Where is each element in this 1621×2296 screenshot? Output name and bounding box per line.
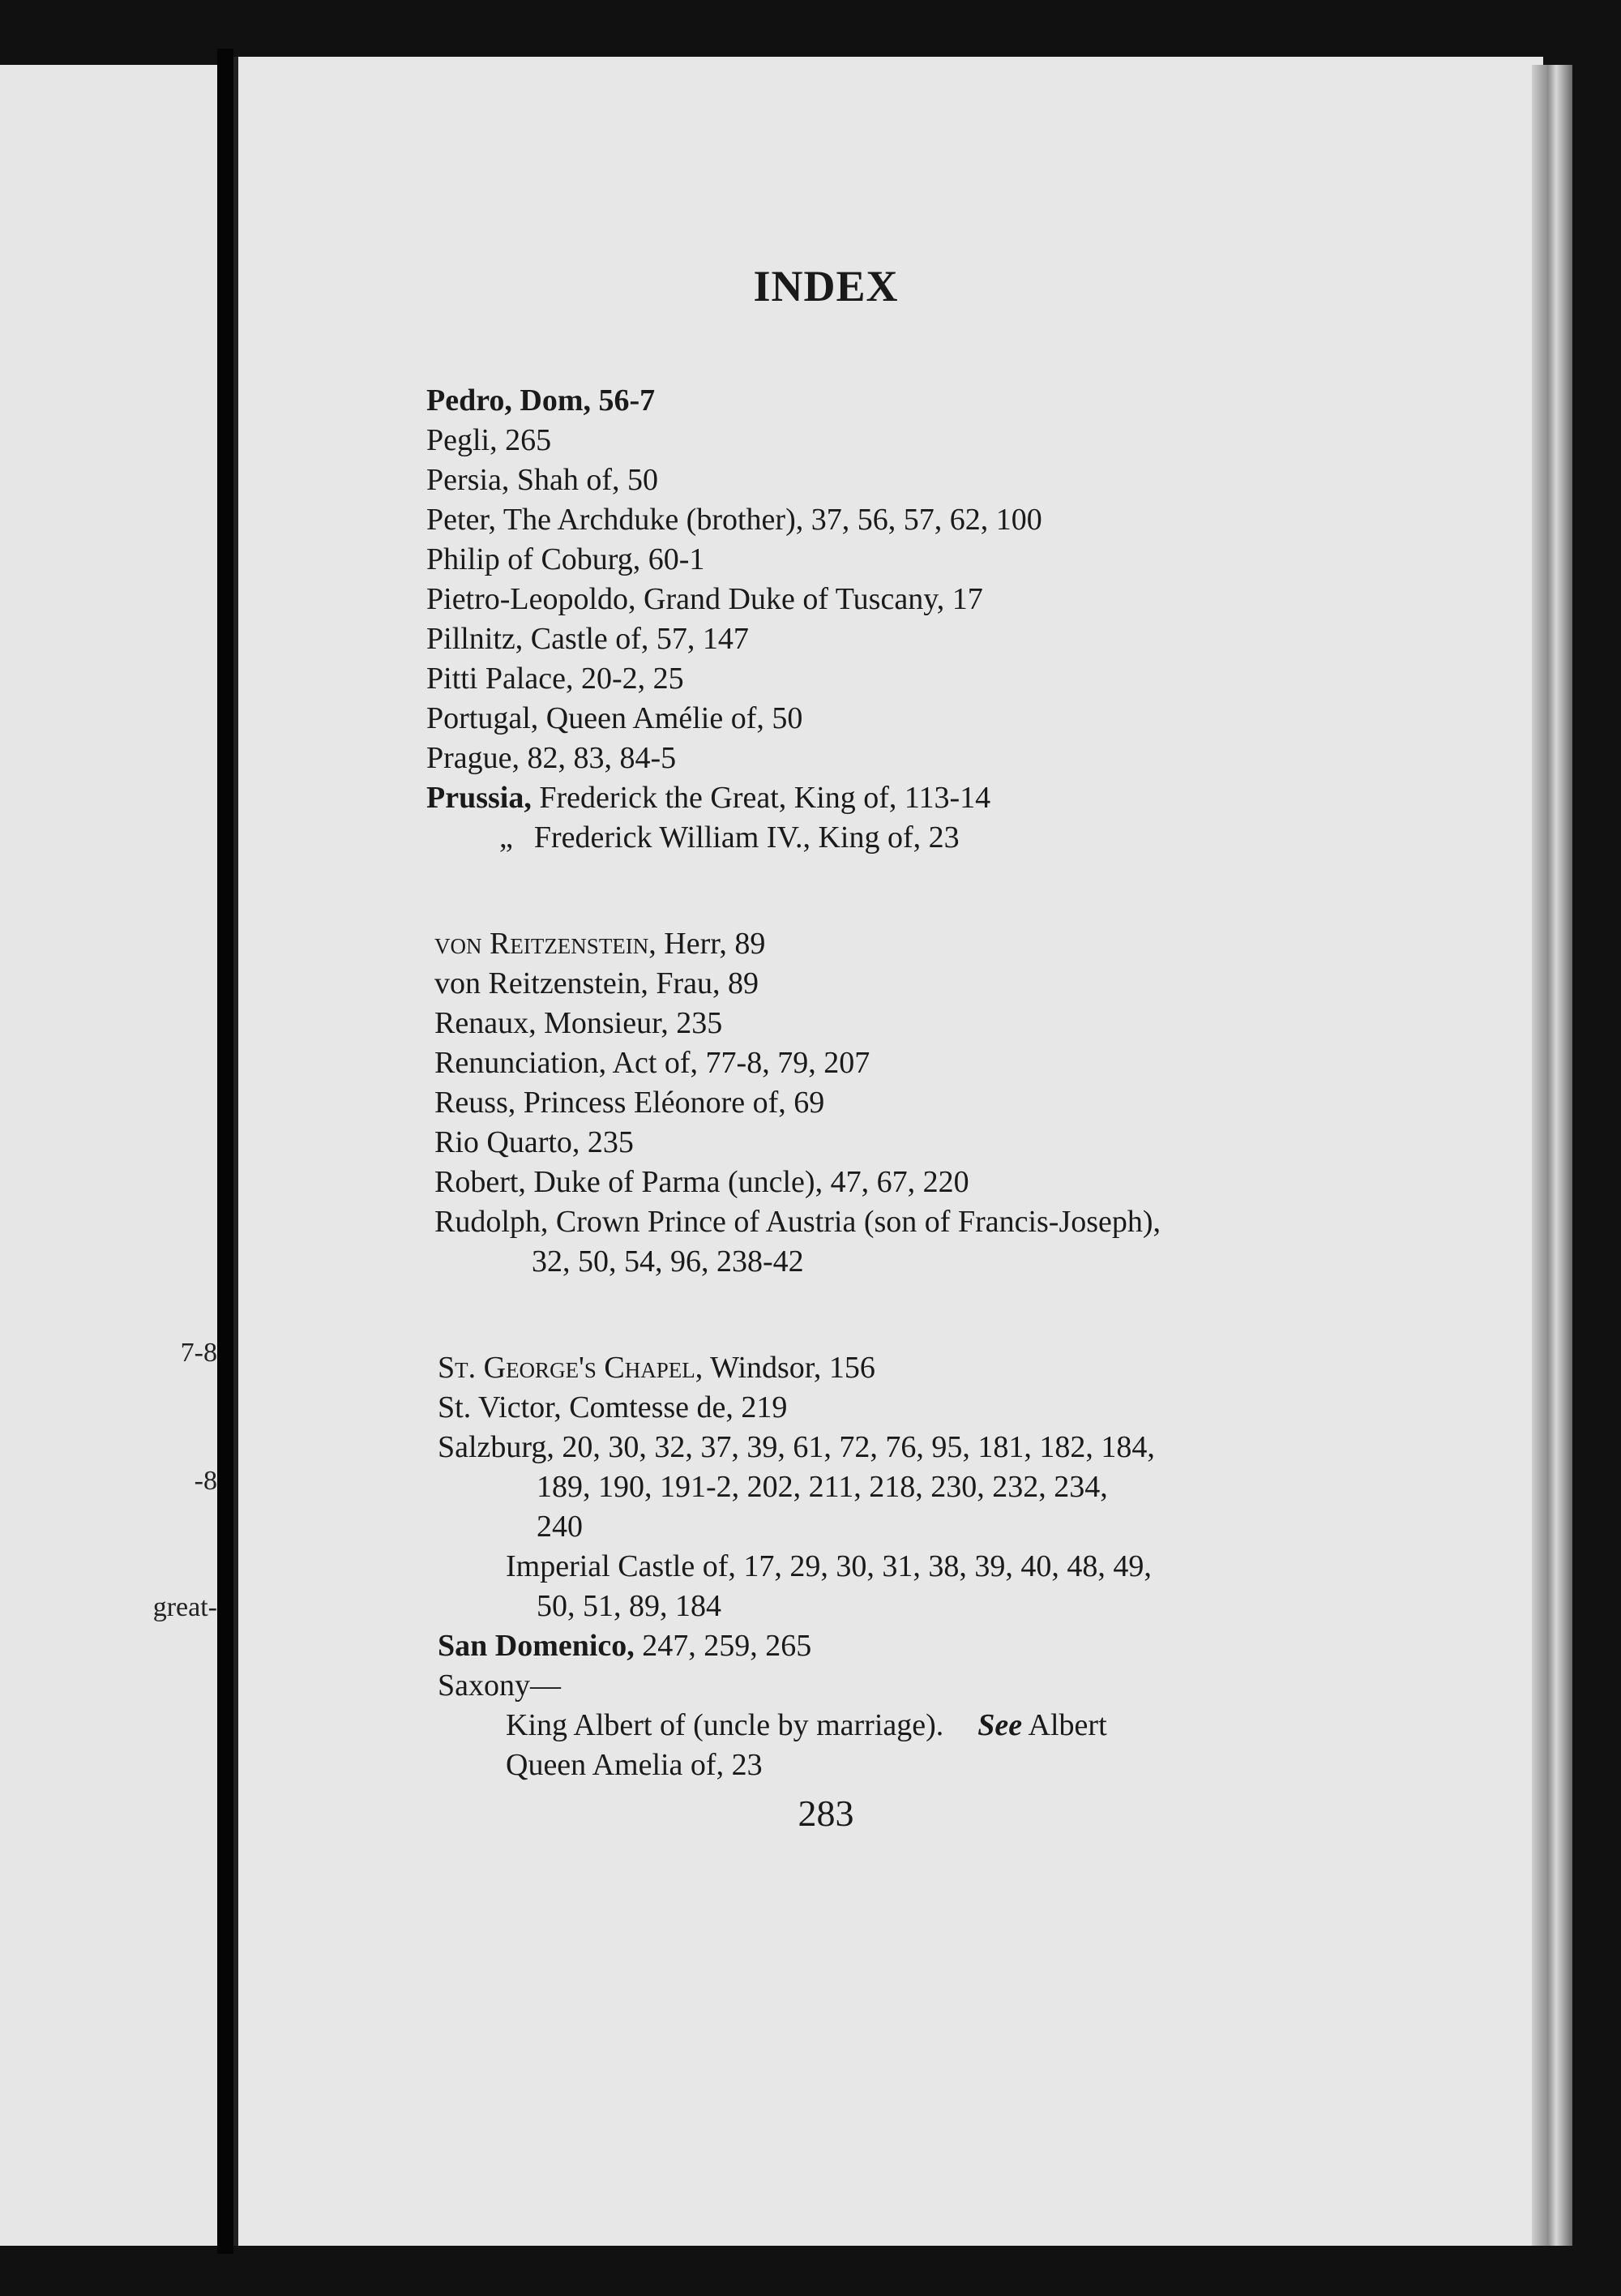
left-fragment-1: 7-8	[180, 1338, 217, 1368]
index-entry: Philip of Coburg, 60-1	[426, 542, 705, 576]
index-entry: Saxony—	[438, 1668, 561, 1703]
page-title: INDEX	[753, 262, 899, 311]
index-entry: Reuss, Princess Eléonore of, 69	[434, 1086, 825, 1120]
entry-rest: Frederick William IV., King of, 23	[533, 820, 960, 855]
index-entry: Peter, The Archduke (brother), 37, 56, 57, 62, 100	[426, 503, 1042, 537]
index-entry: Salzburg, 20, 30, 32, 37, 39, 61, 72, 76, 95, 181, 182, 184,	[438, 1430, 1155, 1464]
index-entry: Pillnitz, Castle of, 57, 147	[426, 622, 749, 656]
index-entry: Portugal, Queen Amélie of, 50	[426, 701, 803, 735]
index-entry	[426, 1348, 1415, 1388]
left-page	[0, 65, 222, 2246]
index-entry-continuation: 189, 190, 191-2, 202, 211, 218, 230, 232, 234,	[537, 1470, 1108, 1504]
entry-head: San Domenico,	[438, 1629, 635, 1663]
index-entries	[426, 381, 1415, 1785]
entry-head: St. George's Chapel,	[438, 1351, 704, 1385]
see-target: Albert	[1028, 1708, 1107, 1742]
index-entry-continuation: 32, 50, 54, 96, 238-42	[532, 1244, 804, 1279]
index-entry: Pedro, Dom, 56-7	[426, 383, 656, 418]
index-entry-continuation: 50, 51, 89, 184	[537, 1589, 721, 1623]
index-entry: Rudolph, Crown Prince of Austria (son of Francis-Joseph),	[434, 1205, 1161, 1239]
index-entry: Pietro-Leopoldo, Grand Duke of Tuscany, 17	[426, 582, 983, 616]
book-spine-gutter	[217, 49, 233, 2254]
entry-rest: Herr, 89	[656, 927, 766, 961]
entry-head: Prussia,	[426, 781, 532, 815]
index-entry	[426, 818, 1415, 858]
index-entry: von Reitzenstein, Frau, 89	[434, 966, 759, 1000]
page-number: 283	[798, 1793, 854, 1834]
index-entry-continuation: 240	[537, 1510, 583, 1544]
left-fragment-3: great-	[152, 1592, 217, 1622]
index-entry	[426, 1626, 1415, 1666]
index-subentry: Imperial Castle of, 17, 29, 30, 31, 38, 39, 40, 48, 49,	[506, 1549, 1152, 1583]
index-entry: Robert, Duke of Parma (uncle), 47, 67, 220	[434, 1165, 969, 1199]
index-entry: St. Victor, Comtesse de, 219	[438, 1390, 788, 1424]
index-page	[233, 57, 1543, 2246]
left-fragment-2: -8	[194, 1466, 217, 1496]
section-gap	[426, 1282, 1415, 1348]
subentry-text: King Albert of (uncle by marriage).	[506, 1708, 944, 1742]
index-entry: Prague, 82, 83, 84-5	[426, 741, 677, 775]
index-subentry: Queen Amelia of, 23	[506, 1748, 763, 1782]
index-entry	[426, 778, 1415, 818]
index-entry: Pegli, 265	[426, 423, 552, 457]
index-entry: Pitti Palace, 20-2, 25	[426, 662, 684, 696]
index-entry: Renaux, Monsieur, 235	[434, 1006, 723, 1040]
page-edges	[1532, 65, 1572, 2246]
index-subentry	[426, 1706, 1415, 1746]
index-entry: Rio Quarto, 235	[434, 1125, 634, 1159]
section-gap	[426, 858, 1415, 924]
entry-rest: Frederick the Great, King of, 113-14	[531, 781, 991, 815]
see-reference: See	[977, 1708, 1023, 1742]
entry-rest: Windsor, 156	[703, 1351, 875, 1385]
index-entry	[426, 924, 1415, 964]
ditto-mark: „	[499, 820, 513, 855]
index-entry: Renunciation, Act of, 77-8, 79, 207	[434, 1046, 870, 1080]
entry-rest: 247, 259, 265	[634, 1629, 812, 1663]
entry-head: von Reitzenstein,	[434, 927, 657, 961]
index-entry: Persia, Shah of, 50	[426, 463, 659, 497]
